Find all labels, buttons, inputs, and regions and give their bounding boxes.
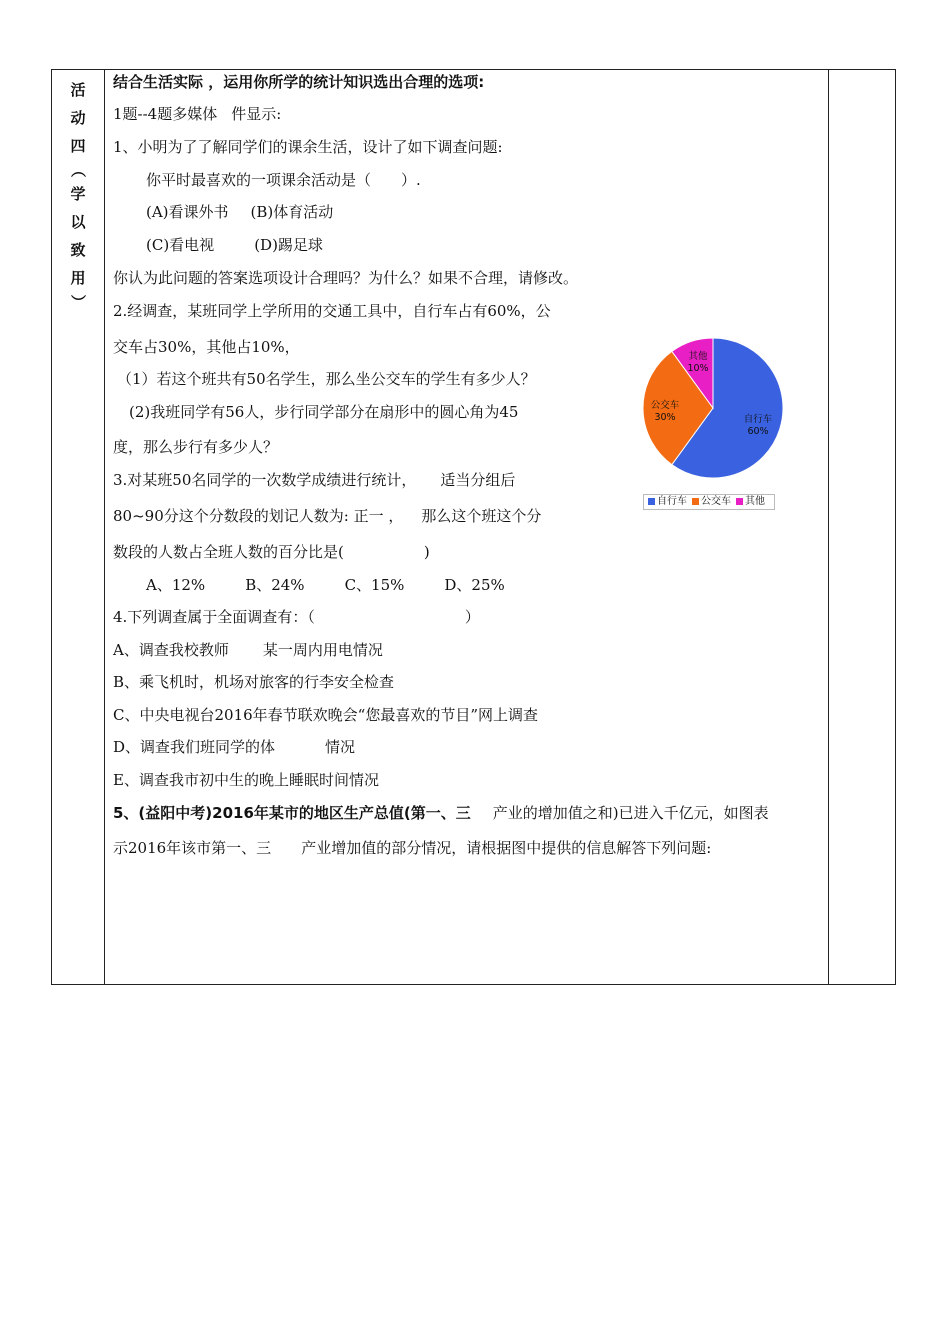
option-d: (D)踢足球 xyxy=(254,236,323,254)
text-part: 那么这个班这个分 xyxy=(421,507,542,525)
legend-item xyxy=(692,496,731,507)
legend-swatch xyxy=(648,498,655,505)
question-2-line-1: 2.经调查，某班同学上学所用的交通工具中，自行车占有60%，公 xyxy=(113,302,551,320)
option-a: A、12% xyxy=(146,576,206,594)
option-b: (B)体育活动 xyxy=(250,203,334,221)
question-3-line-3 xyxy=(113,542,430,562)
option-b: B、24% xyxy=(245,576,305,594)
text-part: 产业增加值的部分情况，请根据图中提供的信息解答下列问题: xyxy=(301,839,712,857)
activity-side-label xyxy=(52,76,104,312)
legend-swatch xyxy=(692,498,699,505)
question-2-line-2: 交车占30%，其他占10%， xyxy=(113,338,300,356)
option-c: C、15% xyxy=(344,576,405,594)
slice-category-label: 公交车 xyxy=(650,400,680,411)
text-part: 情况 xyxy=(325,738,356,756)
side-char: （ xyxy=(69,162,87,178)
column-divider-right xyxy=(828,70,829,984)
question-3-options xyxy=(146,575,505,595)
intro-line: 结合生活实际 ，运用你所学的统计知识选出合理的选项: xyxy=(113,73,485,91)
text-part: 某一周内用电情况 xyxy=(262,641,383,659)
text-part: 1题--4题多媒体 xyxy=(113,105,218,123)
question-1-options-cd xyxy=(146,235,323,255)
multimedia-line xyxy=(113,104,281,124)
question-5-line-2 xyxy=(113,838,711,858)
text-part: 示2016年该市第一、三 xyxy=(113,839,272,857)
slice-category-label: 自行车 xyxy=(743,414,773,425)
legend-label: 其他 xyxy=(745,496,765,507)
text-part: 适当分组后 xyxy=(440,471,516,489)
question-1: 1、小明为了了解同学们的课余生活，设计了如下调查问题: xyxy=(113,138,503,156)
legend-item xyxy=(648,496,687,507)
side-char: 以 xyxy=(70,213,86,231)
chart-legend xyxy=(643,494,775,510)
side-char: 用 xyxy=(70,269,86,287)
question-1-options-ab xyxy=(146,202,333,222)
option-a: (A)看课外书 xyxy=(146,203,229,221)
question-4-option-c: C、中央电视台2016年春节联欢晚会“您最喜欢的节目”网上调查 xyxy=(113,706,538,724)
side-char: 四 xyxy=(70,137,86,155)
question-5-line-1 xyxy=(113,803,769,823)
question-1-ask: 你认为此问题的答案选项设计合理吗？为什么？如果不合理，请修改。 xyxy=(113,269,579,287)
slice-category-label: 其他 xyxy=(688,351,708,362)
question-2-part-2a: (2)我班同学有56人，步行同学部分在扇形中的圆心角为45 xyxy=(129,403,519,421)
question-2-part-2b: 度，那么步行有多少人？ xyxy=(113,438,279,456)
side-char: 活 xyxy=(70,81,86,99)
question-4-option-e: E、调查我市初中生的晚上睡眠时间情况 xyxy=(113,771,379,789)
slice-percent-label: 30% xyxy=(654,412,676,423)
question-1-prompt: 你平时最喜欢的一项课余活动是（ ）. xyxy=(146,171,421,189)
question-3-line-2 xyxy=(113,506,541,526)
question-2-part-1: （1）若这个班共有50名学生，那么坐公交车的学生有多少人？ xyxy=(117,370,536,388)
side-char: 学 xyxy=(70,185,86,203)
text-part: 4.下列调查属于全面调查有：（ xyxy=(113,608,315,626)
question-4-option-a xyxy=(113,640,383,660)
text-part: 件显示: xyxy=(231,105,282,123)
option-c: (C)看电视 xyxy=(146,236,215,254)
transport-pie-chart xyxy=(638,331,788,511)
side-char: ） xyxy=(69,294,87,310)
legend-item xyxy=(736,496,765,507)
legend-swatch xyxy=(736,498,743,505)
text-part: 3.对某班50名同学的一次数学成绩进行统计， xyxy=(113,471,417,489)
question-4-option-d xyxy=(113,737,355,757)
text-part: 5、(益阳中考)2016年某市的地区生产总值(第一、三 xyxy=(113,804,471,822)
slice-percent-label: 10% xyxy=(687,363,709,374)
legend-label: 自行车 xyxy=(657,496,687,507)
column-divider-left xyxy=(104,70,105,984)
legend-label: 公交车 xyxy=(701,496,731,507)
slice-percent-label: 60% xyxy=(747,426,769,437)
text-part: A、调查我校教师 xyxy=(113,641,229,659)
text-part: ) xyxy=(423,543,430,561)
question-4-option-b: B、乘飞机时，机场对旅客的行李安全检查 xyxy=(113,673,395,691)
question-3-line-1 xyxy=(113,470,515,490)
question-4 xyxy=(113,607,480,627)
text-part: ） xyxy=(464,608,480,626)
text-part: 数段的人数占全班人数的百分比是( xyxy=(113,543,344,561)
side-char: 动 xyxy=(70,109,86,127)
text-part: 80~90分这个分数段的划记人数为: 正一 ， xyxy=(113,507,404,525)
side-char: 致 xyxy=(70,241,86,259)
text-part: 产业的增加值之和)已进入千亿元，如图表 xyxy=(492,804,769,822)
option-d: D、25% xyxy=(444,576,505,594)
text-part: D、调查我们班同学的体 xyxy=(113,738,276,756)
